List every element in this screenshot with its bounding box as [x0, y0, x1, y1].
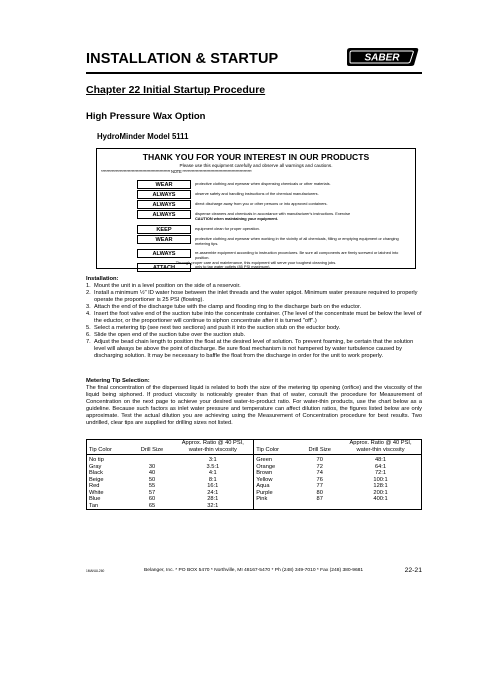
step-text: Insert the foot valve end of the suction tube into the concentrate container. (The level of the concentrate must be below the level of the eductor, or the proportioner will continue to siphon concentrate after it is turned "off".) — [94, 311, 422, 324]
cell-ratio: 28:1 — [207, 496, 219, 502]
header-tip-color: Tip Color — [254, 440, 300, 455]
cell-ratio: 24:1 — [207, 489, 219, 496]
cell-drill-size: 50 — [148, 476, 156, 483]
step-number: 5. — [86, 325, 91, 331]
cell-ratio: 128:1 — [340, 483, 421, 490]
cell-ratio: 3:1 — [208, 457, 217, 463]
header-ratio: Approx. Ratio @ 40 PSI, water-thin viscosity — [340, 440, 421, 455]
cell-drill-size: 30 — [148, 463, 156, 470]
step-text: Adjust the bead chain length to position the float at the desired level of solution. To prevent foaming, be certain that the solution level will always be above the point of discharge. Be sure float mechanism is not hampered by water turbulence caused by discharging solution. It may be necessary to baffle the float from the discharge in order for the unit to work properly. — [94, 339, 414, 359]
safety-notice-box — [96, 148, 416, 269]
cell-drill-size: 70 — [316, 457, 323, 463]
cell-tip-color: Red — [87, 483, 132, 490]
saber-logo — [346, 46, 420, 68]
notice-subtitle: Please use this equipment carefully and observe all warnings and cautions. — [179, 163, 333, 168]
installation-step — [86, 311, 422, 325]
page-number: 22-21 — [404, 567, 422, 574]
cell-tip-color: Black — [87, 470, 132, 477]
cell-ratio: 72:1 — [340, 470, 421, 477]
logo-text: SABER — [364, 52, 400, 64]
cell-ratio — [340, 503, 421, 510]
table-body — [87, 455, 422, 510]
cell-ratio: 8:1 — [208, 476, 217, 483]
table-row — [87, 503, 422, 510]
cell-tip-color: Purple — [254, 490, 300, 497]
cell-tip-color: Orange — [254, 464, 300, 471]
company-address: Belanger, Inc. * PO BOX 5470 * Northville, MI 48167-5470 * Ph (248) 349-7010 * Fax (248) 380-9681 — [144, 568, 364, 573]
cell-drill-size: 40 — [148, 470, 156, 476]
step-number: 7. — [86, 339, 91, 345]
cell-tip-color: Yellow — [254, 477, 300, 484]
table-header-row — [87, 440, 422, 455]
cell-ratio: 200:1 — [340, 490, 421, 497]
metering-title: Metering Tip Selection: — [86, 378, 150, 384]
rule-keyword: ATTACH — [137, 263, 191, 272]
header-drill-size: Drill Size — [132, 440, 173, 455]
chapter-title: Chapter 22 Initial Startup Procedure — [86, 84, 266, 96]
rule-text: equipment clean for proper operation. — [195, 226, 260, 231]
header-tip-color: Tip Color — [87, 440, 132, 455]
cell-ratio: 4:1 — [208, 470, 217, 476]
installation-step — [86, 325, 422, 332]
page-header-title: INSTALLATION & STARTUP — [86, 51, 279, 67]
rule-text-line: dispense cleaners and chemicals in accordance with manufacturer's instructions. Exercise — [195, 211, 351, 216]
rule-keyword: KEEP — [137, 225, 191, 234]
rule-keyword: ALWAYS — [137, 210, 191, 219]
step-number: 3. — [86, 304, 91, 310]
cell-tip-color: Aqua — [254, 483, 300, 490]
page-footer — [86, 568, 422, 578]
cell-ratio: 48:1 — [340, 455, 421, 464]
cell-tip-color: No tip — [87, 455, 132, 464]
rule-caution-line: CAUTION when maintaining your equipment. — [195, 216, 279, 222]
cell-drill-size: 55 — [148, 483, 156, 489]
cell-tip-color: Tan — [87, 503, 132, 510]
rule-keyword: ALWAYS — [137, 200, 191, 209]
installation-step — [86, 332, 422, 339]
metering-tip-table — [86, 439, 422, 510]
rule-keyword: ALWAYS — [137, 249, 191, 258]
rule-text: only to tap water outlets (85 PSI maximum). — [195, 264, 271, 269]
step-text: Slide the open end of the suction tube over the suction stub. — [94, 332, 246, 338]
installation-step — [86, 304, 422, 311]
cell-drill-size: 65 — [132, 503, 173, 510]
cell-drill-size — [299, 503, 340, 510]
rule-text: protective clothing and eyewear when working in the vicinity of all chemicals, filling or emptying equipment or changing metering tips. — [195, 236, 399, 247]
cell-tip-color: Blue — [87, 496, 132, 503]
rule-text: protective clothing and eyewear when dispensing chemicals or other materials. — [195, 181, 331, 186]
step-number: 1. — [86, 283, 91, 289]
cell-drill-size: 80 — [316, 489, 323, 496]
cell-drill-size: 60 — [148, 496, 156, 502]
model-heading: HydroMinder Model 5111 — [97, 132, 189, 141]
cell-drill-size: 77 — [316, 483, 323, 489]
metering-section — [86, 378, 422, 427]
cell-drill-size — [132, 455, 173, 464]
notice-footer: Through proper care and maintenance, this equipment will serve your toughest cleaning jobs. — [175, 260, 337, 265]
table-row — [87, 455, 422, 464]
cell-tip-color: Beige — [87, 477, 132, 484]
cell-tip-color: Gray — [87, 464, 132, 471]
section-heading: High Pressure Wax Option — [86, 111, 206, 122]
cell-ratio: 16:1 — [207, 483, 219, 489]
step-number: 4. — [86, 311, 91, 317]
metering-paragraph: The final concentration of the dispensed liquid is related to both the size of the metering tip opening (orifice) and the viscosity of the liquid being siphoned. If product viscosity is noticeably greater than that of water, consult the procedure for Measurement of Concentration on the next page to achieve your desired water-to-product ratio. For water-thin products, use the chart below as a guideline. Because such factors as inlet water pressure and temperature can affect dilution ratios, the figures listed below are only approximate. Test the actual dilution you are achieving using the Measurement of Concentration procedure for best results. Two undrilled, clear tips are supplied for drilling sizes not listed. — [86, 385, 422, 426]
document-code: 1MANUL260 — [86, 569, 105, 573]
cell-ratio: 32:1 — [172, 503, 253, 510]
step-text: Select a metering tip (see next two sections) and push it into the suction stub on the eductor body. — [94, 325, 341, 331]
cell-tip-color: White — [87, 490, 132, 497]
cell-tip-color: Green — [254, 455, 300, 464]
installation-title: Installation: — [86, 276, 119, 282]
installation-step — [86, 290, 422, 304]
rule-text — [195, 211, 413, 221]
cell-tip-color — [254, 503, 300, 510]
cell-drill-size: 87 — [316, 496, 323, 502]
step-text: Mount the unit in a level position on the side of a reservoir. — [94, 283, 241, 289]
rule-keyword: WEAR — [137, 180, 191, 189]
cell-tip-color: Brown — [254, 470, 300, 477]
cell-ratio: 400:1 — [340, 496, 421, 503]
notice-note-line: **************************************************** NOTE **************************************************** — [101, 169, 252, 174]
step-text: Install a minimum ½" ID water hose between the inlet threads and the water spigot. Minimum water pressure required to properly operate the proportioner is 25 PSI (flowing). — [94, 290, 418, 303]
header-divider — [86, 72, 422, 74]
rule-text: observe safety and handling instructions of the chemical manufacturers. — [195, 191, 319, 196]
step-text: Attach the end of the discharge tube with the clamp and flooding ring to the discharge barb on the eductor. — [94, 304, 362, 310]
rule-text: re-assemble equipment according to instruction procedures. Be sure all components are firmly screwed or latched into position. — [195, 250, 399, 261]
cell-drill-size: 74 — [316, 470, 323, 476]
installation-section — [86, 276, 422, 360]
step-number: 6. — [86, 332, 91, 338]
installation-step — [86, 339, 422, 360]
cell-ratio: 100:1 — [340, 477, 421, 484]
rule-text: direct discharge away from you or other persons or into approved containers. — [195, 201, 328, 206]
rule-keyword: WEAR — [137, 235, 191, 244]
cell-ratio: 3.5:1 — [206, 463, 220, 470]
cell-drill-size: 57 — [148, 489, 156, 496]
cell-drill-size: 76 — [316, 476, 323, 483]
cell-ratio: 64:1 — [340, 464, 421, 471]
cell-drill-size: 72 — [316, 463, 323, 470]
header-ratio: Approx. Ratio @ 40 PSI, water-thin viscosity — [172, 440, 253, 455]
cell-tip-color: Pink — [254, 496, 300, 503]
step-number: 2. — [86, 290, 91, 296]
installation-step — [86, 283, 422, 290]
rule-keyword: ALWAYS — [137, 190, 191, 199]
notice-title: THANK YOU FOR YOUR INTEREST IN OUR PRODUCTS — [142, 152, 370, 162]
header-drill-size: Drill Size — [299, 440, 340, 455]
